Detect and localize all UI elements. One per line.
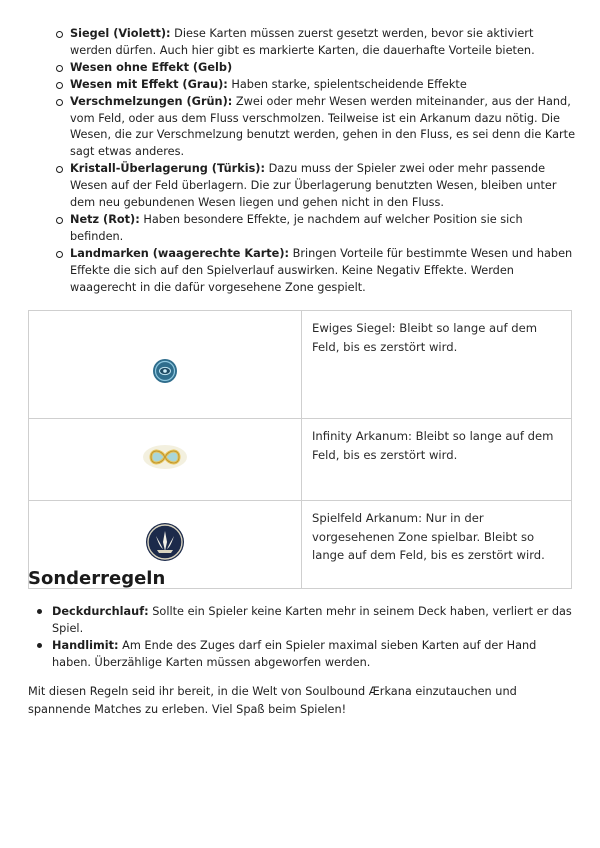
special-rule-item: Handlimit: Am Ende des Zuges darf ein Spieler maximal sieben Karten auf der Hand haben. Überzählige Karten müssen abgeworfen werden. — [36, 637, 576, 671]
card-type-item: Kristall-Überlagerung (Türkis): Dazu muss der Spieler zwei oder mehr passende Wesen auf der Feld überlagern. Die zur Überlagerung benutzten Wesen, bleiben unter dem neu gebundenen Wesen liegen und gehen nicht in den Fluss. — [56, 161, 576, 212]
special-rule-item: Deckdurchlauf: Sollte ein Spieler keine Karten mehr in seinem Deck haben, verliert er das Spiel. — [36, 603, 576, 637]
infinity-arcanum-icon — [142, 444, 188, 470]
card-type-item: Netz (Rot): Haben besondere Effekte, je nachdem auf welcher Position sie sich befinden. — [56, 212, 576, 246]
card-type-item: Siegel (Violett): Diese Karten müssen zuerst gesetzt werden, bevor sie aktiviert werden dürfen. Auch hier gibt es markierte Karten, die dauerhafte Vorteile bieten. — [56, 26, 576, 60]
special-rules-list — [36, 603, 576, 671]
closing-paragraph: Mit diesen Regeln seid ihr bereit, in die Welt von Soulbound Ærkana einzutauchen und spannende Matches zu erleben. Viel Spaß beim Spielen! — [28, 685, 517, 716]
symbol-table — [28, 310, 572, 589]
card-type-list — [56, 26, 576, 297]
icon-cell — [29, 311, 302, 419]
eternal-seal-icon — [152, 358, 178, 384]
card-type-item: Wesen mit Effekt (Grau): Haben starke, spielentscheidende Effekte — [56, 77, 576, 94]
symbol-description: Spielfeld Arkanum: Nur in der vorgesehenen Zone spielbar. Bleibt so lange auf dem Feld, bis es zerstört wird. — [302, 501, 572, 589]
icon-cell — [29, 419, 302, 501]
card-type-item: Wesen ohne Effekt (Gelb) — [56, 60, 576, 77]
symbol-description: Ewiges Siegel: Bleibt so lange auf dem Feld, bis es zerstört wird. — [302, 311, 572, 419]
card-type-item: Verschmelzungen (Grün): Zwei oder mehr Wesen werden miteinander, aus der Hand, vom Feld, oder aus dem Fluss verschmolzen. Teilweise ist ein Arkanum dazu nötig. Die Wesen, die zur Verschmelzung benutzt werden, gehen in den Fluss, es sei denn die Karte sagt etwas anderes. — [56, 94, 576, 162]
section-heading: Sonderregeln — [28, 568, 166, 589]
field-arcanum-icon — [145, 522, 185, 562]
card-type-item: Landmarken (waagerechte Karte): Bringen Vorteile für bestimmte Wesen und haben Effekte die sich auf den Spielverlauf auswirken. Keine Negativ Effekte. Werden waagerecht in die dafür vorgesehene Zone gespielt. — [56, 246, 576, 297]
symbol-description: Infinity Arkanum: Bleibt so lange auf dem Feld, bis es zerstört wird. — [302, 419, 572, 501]
table-row — [29, 311, 572, 419]
table-row — [29, 419, 572, 501]
